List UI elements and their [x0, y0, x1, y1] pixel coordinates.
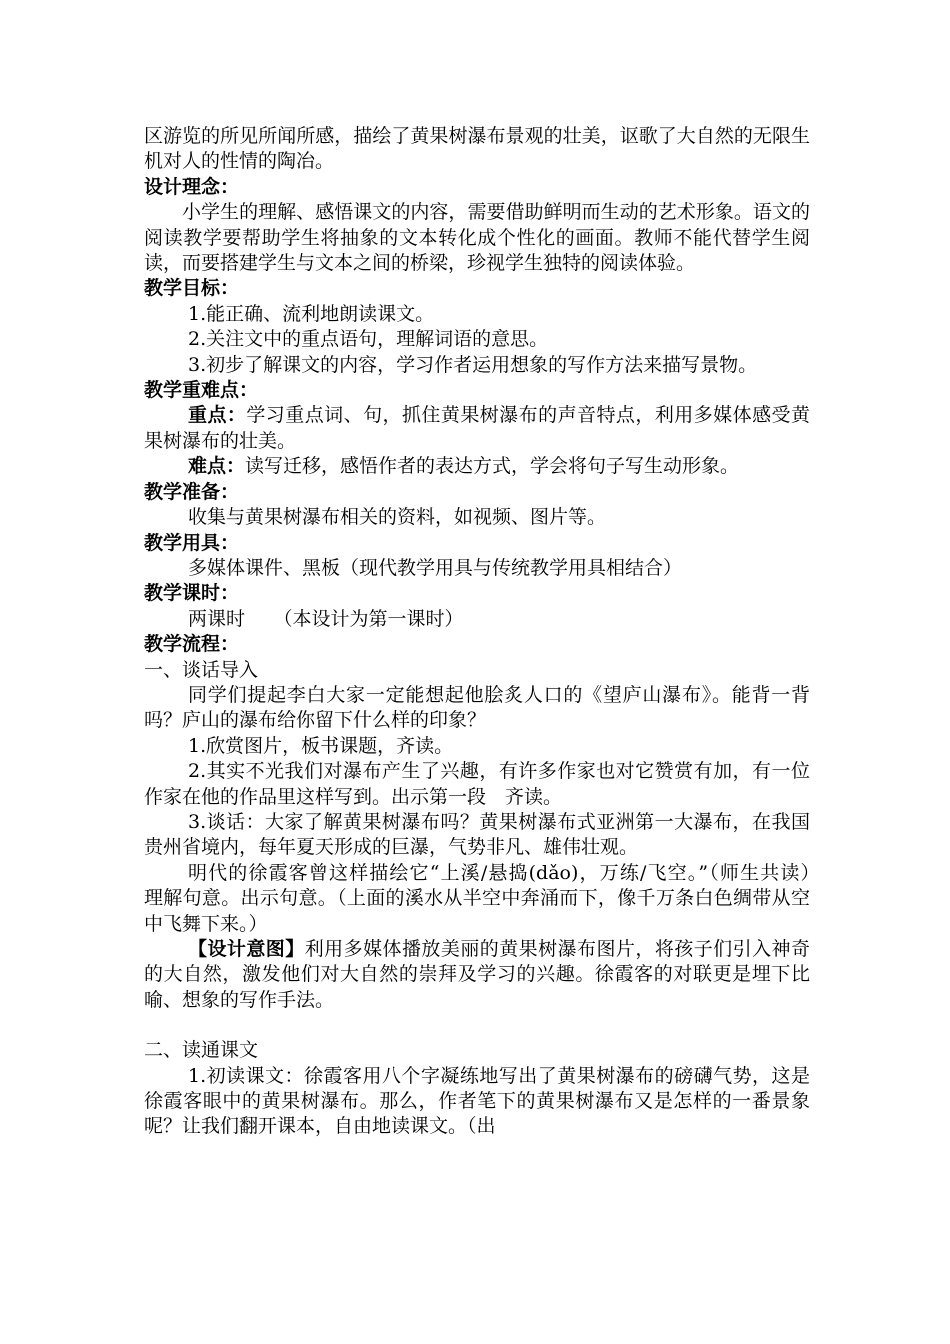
step-item-3: 3.谈话：大家了解黄果树瀑布吗？黄果树瀑布式亚洲第一大瀑布，在我国贵州省境内，每年夏天形成的巨瀑，气势非凡、雄伟壮观。	[144, 810, 810, 859]
section-2-title: 二、读通课文	[144, 1039, 259, 1062]
difficult-point-paragraph	[144, 454, 810, 479]
paragraph-intro-end: 区游览的所见所闻所感，描绘了黄果树瀑布景观的壮美，讴歌了大自然的无限生机对人的性情的陶冶。	[144, 125, 810, 173]
heading-teaching-process: 教学流程：	[144, 633, 240, 656]
heading-preparation: 教学准备：	[144, 480, 240, 503]
blank-line	[144, 1013, 810, 1038]
paragraph-class-hours: 两课时 （本设计为第一课时）	[188, 607, 464, 630]
key-point-paragraph	[144, 403, 810, 454]
design-intent-text: 利用多媒体播放美丽的黄果树瀑布图片，将孩子们引入神奇的大自然，激发他们对大自然的崇拜及学习的兴趣。徐霞客的对联更是埋下比喻、想象的写作手法。	[144, 938, 810, 1011]
document-body	[144, 124, 830, 1140]
design-intent-label: 【设计意图】	[188, 938, 305, 960]
paragraph-xu-xiake: 明代的徐霞客曾这样描绘它“上溪/悬捣(dǎo)，万练/飞空。”（师生共读） 理解句意。出示句意。（上面的溪水从半空中奔涌而下，像千万条白色绸带从空中飞舞下来。）	[144, 861, 830, 935]
paragraph-teaching-tools: 多媒体课件、黑板（现代教学用具与传统教学用具相结合）	[188, 556, 683, 579]
goal-item-2: 2.关注文中的重点语句，理解词语的意思。	[188, 328, 549, 351]
difficult-point-text: 读写迁移，感悟作者的表达方式，学会将句子写生动形象。	[245, 455, 740, 478]
heading-teaching-tools: 教学用具：	[144, 531, 240, 554]
heading-key-difficult-points: 教学重难点：	[144, 379, 259, 402]
section-1-title: 一、谈话导入	[144, 658, 259, 681]
step-item-1: 1.欣赏图片，板书课题，齐读。	[188, 734, 454, 757]
paragraph-intro-talk: 同学们提起李白大家一定能想起他脍炙人口的《望庐山瀑布》。能背一背吗？庐山的瀑布给你留下什么样的印象？	[144, 683, 810, 732]
heading-design-concept: 设计理念：	[144, 175, 240, 198]
key-point-text: 学习重点词、句，抓住黄果树瀑布的声音特点，利用多媒体感受黄果树瀑布的壮美。	[144, 404, 810, 452]
paragraph-preparation: 收集与黄果树瀑布相关的资料，如视频、图片等。	[188, 506, 607, 529]
heading-class-hours: 教学课时：	[144, 582, 240, 605]
difficult-point-label: 难点：	[188, 455, 246, 478]
design-intent-paragraph	[144, 937, 810, 1013]
heading-teaching-goals: 教学目标：	[144, 277, 240, 300]
paragraph-first-reading: 1.初读课文：徐霞客用八个字凝练地写出了黄果树瀑布的磅礴气势，这是徐霞客眼中的黄果树瀑布。那么，作者笔下的黄果树瀑布又是怎样的一番景象呢？让我们翻开课本，自由地读课文。（出	[144, 1064, 810, 1138]
goal-item-1: 1.能正确、流利地朗读课文。	[188, 302, 435, 325]
key-point-label: 重点：	[188, 404, 247, 427]
goal-item-3: 3.初步了解课文的内容，学习作者运用想象的写作方法来描写景物。	[188, 353, 758, 376]
step-item-2: 2.其实不光我们对瀑布产生了兴趣，有许多作家也对它赞赏有加，有一位作家在他的作品里这样写到。出示第一段 齐读。	[144, 760, 810, 808]
paragraph-design-concept: 小学生的理解、感悟课文的内容，需要借助鲜明而生动的艺术形象。语文的阅读教学要帮助学生将抽象的文本转化成个性化的画面。教师不能代替学生阅读，而要搭建学生与文本之间的桥梁，珍视学生独特的阅读体验。	[144, 201, 810, 275]
